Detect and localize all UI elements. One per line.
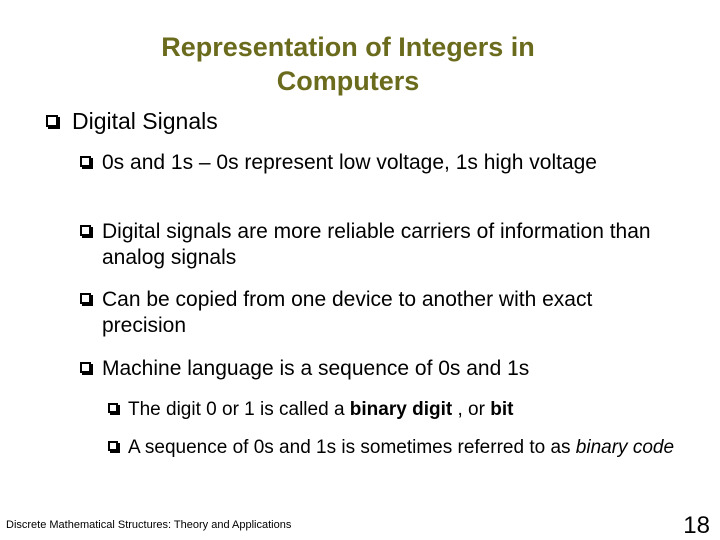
bullet-1 xyxy=(80,150,680,176)
text-fragment: A sequence of 0s and 1s is sometimes referred to as xyxy=(128,437,576,458)
checkbox-bullet-icon xyxy=(80,362,91,373)
bullet-4 xyxy=(80,356,680,382)
text-fragment: , or xyxy=(452,399,491,420)
checkbox-bullet-icon xyxy=(108,441,118,451)
page-number: 18 xyxy=(683,512,710,539)
heading-text: Digital Signals xyxy=(72,108,218,134)
binary-digit-term: binary digit xyxy=(349,399,453,420)
sub-bullet-1 xyxy=(108,398,698,421)
checkbox-bullet-icon xyxy=(80,293,91,304)
bullet-text: Can be copied from one device to another with exact precision xyxy=(102,288,593,337)
checkbox-bullet-icon xyxy=(80,225,91,236)
bullet-text: Digital signals are more reliable carriers of information than analog signals xyxy=(102,220,651,269)
checkbox-bullet-icon xyxy=(80,156,91,167)
sub-bullet-text xyxy=(108,436,698,459)
footer-text: Discrete Mathematical Structures: Theory and Applications xyxy=(6,519,292,531)
bullet-2 xyxy=(80,219,680,270)
sub-bullet-text xyxy=(108,398,698,421)
sub-bullet-2 xyxy=(108,436,698,459)
bullet-text: Machine language is a sequence of 0s and 1s xyxy=(102,357,530,380)
heading-bullet xyxy=(46,107,218,135)
bullet-text: 0s and 1s – 0s represent low voltage, 1s high voltage xyxy=(102,151,597,174)
checkbox-bullet-icon xyxy=(108,403,118,413)
title-line-1: Representation of Integers in xyxy=(161,32,535,62)
bit-term: bit xyxy=(490,399,514,420)
text-fragment: The digit 0 or 1 is called a xyxy=(128,399,350,420)
binary-code-term: binary code xyxy=(575,437,675,458)
slide-title xyxy=(0,30,696,98)
bullet-3 xyxy=(80,287,680,338)
checkbox-bullet-icon xyxy=(46,115,58,127)
title-line-2: Computers xyxy=(276,66,420,96)
